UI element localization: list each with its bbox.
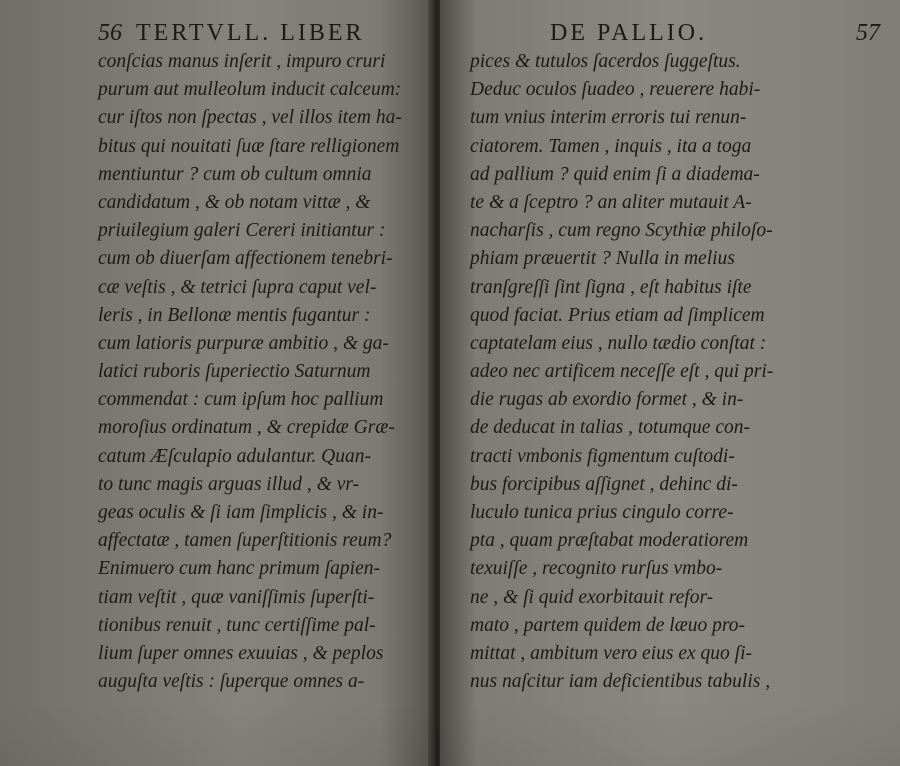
- text-line: cum latioris purpuræ ambitio , & ga-: [98, 332, 389, 354]
- text-line: tionibus renuit , tunc certiſſime pal-: [98, 614, 376, 636]
- text-line: conſcias manus inſerit , impuro cruri: [98, 51, 386, 72]
- text-line: mentiuntur ? cum ob cultum omnia: [98, 163, 372, 185]
- text-line: candidatum , & ob notam vittæ , &: [98, 191, 371, 213]
- text-line: pices & tutulos ſacerdos ſuggeſtus.: [470, 51, 741, 72]
- text-line: mato , partem quidem de læuo pro-: [470, 614, 745, 636]
- text-line: Deduc oculos ſuadeo , reuerere habi-: [470, 79, 761, 101]
- text-line: cæ veſtis , & tetrici ſupra caput vel-: [98, 276, 377, 298]
- text-line: luculo tunica prius cingulo corre-: [470, 502, 734, 523]
- text-line: auguſta veſtis : ſuperque omnes a-: [98, 671, 365, 693]
- text-line: cur iſtos non ſpectas , vel illos item ha-: [98, 107, 402, 129]
- text-line: phiam præuertit ? Nulla in melius: [470, 248, 735, 270]
- text-line: cum ob diuerſam affectionem tenebri-: [98, 248, 393, 270]
- left-head-title: TERTVLL. LIBER: [136, 20, 365, 46]
- text-line: nus naſcitur iam deficientibus tabulis ,: [470, 671, 771, 693]
- text-line: adeo nec artificem neceſſe eſt , qui pri-: [470, 361, 774, 383]
- text-line: pta , quam præſtabat moderatiorem: [470, 530, 749, 552]
- text-line: die rugas ab exordio formet , & in-: [470, 389, 744, 411]
- right-page-number: 57: [856, 20, 880, 46]
- text-line: to tunc magis arguas illud , & vr-: [98, 473, 360, 495]
- right-head-title: DE PALLIO.: [550, 20, 708, 46]
- text-line: tum vnius interim erroris tui renun-: [470, 107, 747, 129]
- left-page: [0, 0, 432, 766]
- text-line: de deducat in talias , totumque con-: [470, 417, 750, 439]
- left-page-number: 56: [98, 20, 122, 46]
- text-line: nacharſis , cum regno Scythiæ philoſo-: [470, 220, 773, 242]
- text-line: te & a ſceptro ? an aliter mutauit A-: [470, 191, 752, 213]
- right-page-text: [470, 48, 895, 696]
- text-line: lium ſuper omnes exuuias , & peplos: [98, 642, 384, 664]
- text-line: affectatæ , tamen ſuperſtitionis reum?: [98, 530, 392, 552]
- right-page: [440, 0, 900, 766]
- text-line: tranſgreſſi ſint ſigna , eſt habitus iſte: [470, 276, 752, 298]
- text-line: tiam veſtit , quæ vaniſſimis ſuperſti-: [98, 586, 375, 608]
- text-line: commendat : cum ipſum hoc pallium: [98, 389, 384, 411]
- text-line: latici ruboris ſuperiectio Saturnum: [98, 361, 371, 383]
- text-line: ciatorem. Tamen , inquis , ita a toga: [470, 135, 752, 157]
- text-line: mittat , ambitum vero eius ex quo ſi-: [470, 642, 752, 664]
- text-line: catum Æſculapio adulantur. Quan-: [98, 445, 371, 467]
- text-line: moroſius ordinatum , & crepidæ Græ-: [98, 417, 395, 439]
- text-line: quod faciat. Prius etiam ad ſimplicem: [470, 304, 765, 326]
- text-line: geas oculis & ſi iam ſimplicis , & in-: [98, 502, 384, 523]
- text-line: Enimuero cum hanc primum ſapien-: [98, 558, 380, 580]
- text-line: leris , in Bellonæ mentis fugantur :: [98, 304, 371, 326]
- text-line: bus forcipibus aſſignet , dehinc di-: [470, 473, 738, 495]
- text-line: purum aut mulleolum inducit calceum:: [98, 79, 402, 101]
- left-page-text: [98, 48, 424, 696]
- text-line: bitus qui nouitati ſuæ ſtare relligionem: [98, 135, 400, 157]
- text-line: captatelam eius , nullo tædio conſtat :: [470, 332, 767, 354]
- text-line: priuilegium galeri Cereri initiantur :: [98, 220, 386, 242]
- text-line: texuiſſe , recognito rurſus vmbo-: [470, 558, 723, 580]
- text-line: tracti vmbonis figmentum cuſtodi-: [470, 445, 735, 467]
- text-line: ad pallium ? quid enim ſi a diadema-: [470, 163, 760, 185]
- text-line: ne , & ſi quid exorbitauit refor-: [470, 586, 714, 608]
